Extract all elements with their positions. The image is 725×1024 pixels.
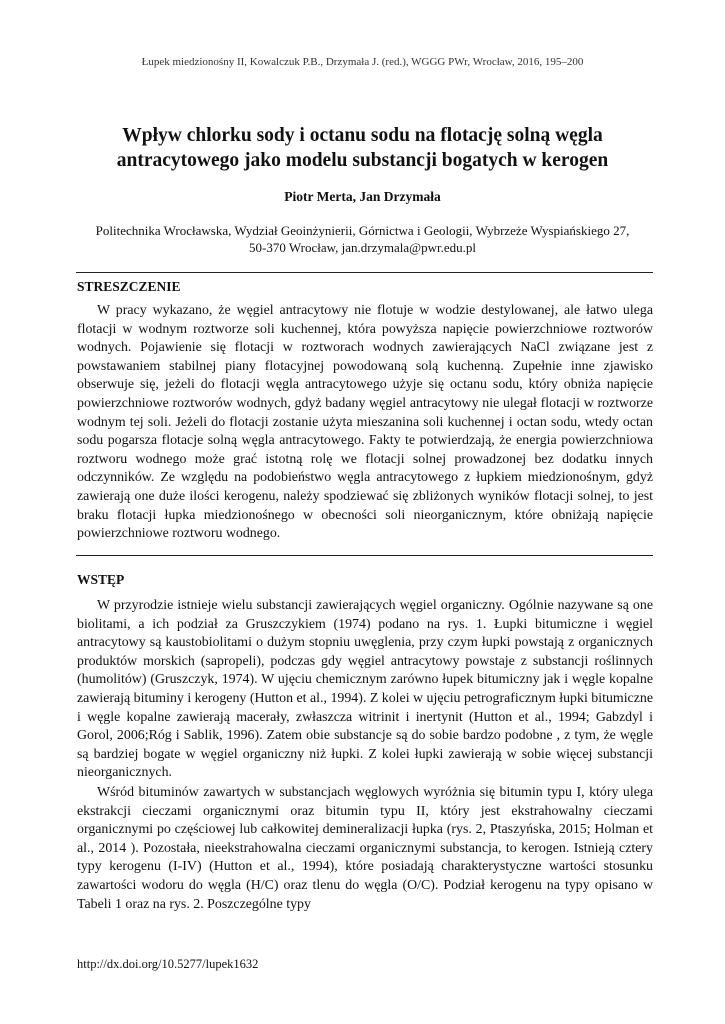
affiliation: [70, 222, 655, 256]
intro-paragraph-2: Wśród bituminów zawartych w substancjach węglowych wyróżnia się bitumin typu I, który ulega ekstrakcji cieczami organicznymi oraz bitumin typu II, który jest ekstrahowalny cieczami organicznymi po częściowej lub całkowitej demineralizacji łupka (rys. 2, Ptaszyńska, 2015; Holman et al., 2014 ). Pozostała, nieekstrahowalna cieczami organicznymi substancja, to kerogen. Istnieją cztery typy kerogenu (I-IV) (Hutton et al., 1994), które posiadają charakterystyczne wartości stosunku zawartości wodoru do węgla (H/C) oraz tlenu do węgla (O/C). Podział kerogenu na typy opisano w Tabeli 1 oraz na rys. 2. Poszczególne typy: [77, 785, 653, 912]
authors: Piotr Merta, Jan Drzymała: [284, 189, 441, 204]
doi-link[interactable]: http://dx.doi.org/10.5277/lupek1632: [77, 957, 259, 971]
abstract-heading: STRESZCZENIE: [77, 279, 181, 294]
intro-paragraph-1: W przyrodzie istnieje wielu substancji zawierających węgiel organiczny. Ogólnie nazywane są one biolitami, a ich podział za Gruszczykiem (1974) podano na rys. 1. Łupki bitumiczne i węgiel antracytowy są kaustobiolitami o dużym stopniu uwęglenia, przy czym łupki powstają z organicznych produktów morskich (sapropeli), podczas gdy węgiel antracytowy powstaje z substancji roślinnych (humolitów) (Gruszczyk, 1974). W ujęciu chemicznym zarówno łupek bitumiczny jak i węgle kopalne zawierają bituminy i kerogeny (Hutton et al., 1994). Z kolei w ujęciu petrograficznym łupki bitumiczne i węgle kopalne zawierają macerały, zwłaszcza witrinit i inertynit (Hutton et al., 1994; Gabzdyl i Gorol, 2006;Róg i Sablik, 1996). Zatem obie substancje są do sobie bardzo podobne , z tym, że węgle są bardziej bogate w węgiel organiczny niż łupki. Z kolei łupki zawierają w sobie więcej substancji nieorganicznych.: [77, 598, 653, 781]
abstract-paragraph: W pracy wykazano, że węgiel antracytowy nie flotuje w wodzie destylowanej, ale łatwo ulega flotacji w wodnym roztworze soli kuchennej, która powyższa napięcie powierzchniowe roztworów wodnych. Pojawienie się flotacji w roztworach wodnych zawierających NaCl związane jest z powstawaniem stabilnej piany flotacyjnej powodowaną solą kuchenną. Zupełnie inne zjawisko obserwuje się, jeżeli do flotacji węgla antracytowego użyje się octanu sodu, który obniża napięcie powierzchniowe roztworów wodnych, gdyż badany węgiel antracytowy nie ulegał flotacji w roztworze wodnym tej soli. Jeżeli do flotacji zostanie użyta mieszanina soli kuchennej i octan sodu, wtedy octan sodu pogarsza flotacje solną węgla antracytowego. Fakty te potwierdzają, że energia powierzchniowa roztworu wodnego może grać istotną rolę we flotacji solnej prowadzonej bez dodatku innych odczynników. Ze względu na podobieństwo węgla antracytowego z łupkiem miedzionośnym, gdyż zawierają one duże ilości kerogenu, należy spodziewać się zbliżonych wyników flotacji solnej, to jest braku flotacji łupka miedzionośnego w obecności soli nieorganicznym, które obniżają napięcie powierzchniowe roztworu wodnego.: [77, 303, 653, 542]
title-line-2: antracytowego jako modelu substancji bogatych w kerogen: [116, 150, 609, 171]
running-header: Łupek miedzionośny II, Kowalczuk P.B., Drzymała J. (red.), WGGG PWr, Wrocław, 2016, 195–200: [141, 56, 584, 68]
affiliation-line-1: Politechnika Wrocławska, Wydział Geoinżynierii, Górnictwa i Geologii, Wybrzeże Wyspiańskiego 27,: [95, 223, 630, 238]
affiliation-line-2: 50-370 Wrocław, jan.drzymala@pwr.edu.pl: [249, 240, 476, 255]
divider-top: [76, 272, 653, 273]
title-line-1: Wpływ chlorku sody i octanu sodu na flotację solną węgla: [122, 125, 603, 146]
article-title: [60, 123, 665, 173]
intro-heading: WSTĘP: [77, 572, 125, 587]
divider-middle: [76, 555, 653, 556]
